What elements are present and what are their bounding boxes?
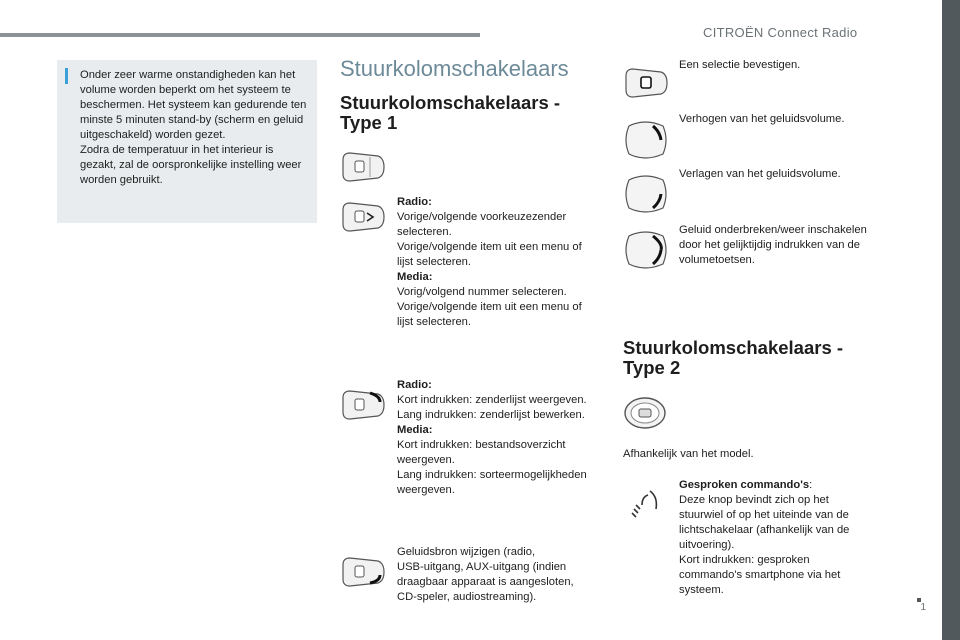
info-icon (65, 68, 68, 84)
voice-command-icon (628, 487, 662, 523)
volume-up-icon (623, 118, 669, 162)
top-rule (0, 33, 480, 37)
stalk-list-icon (340, 388, 386, 422)
volume-down-icon (623, 172, 669, 216)
confirm-text: Een selectie bevestigen. (679, 59, 801, 71)
type2-heading: Stuurkolomschakelaars - Type 2 (623, 337, 844, 378)
stalk-confirm-icon (623, 66, 669, 100)
volume-down-text: Verlagen van het geluidsvolume. (679, 168, 841, 180)
type1-item1-text: Radio: Vorige/volgende voorkeuzezender selecteren. Vorige/volgende item uit een menu of lijst selecteren. Media: Vorig/volgend nummer selecteren. Vorige/volgende item uit een menu of lijst selecteren. (397, 196, 582, 328)
stalk-next-previous-icon (340, 200, 386, 234)
mute-icon (623, 228, 669, 272)
page-number: 1 (920, 602, 926, 613)
type1-heading: Stuurkolomschakelaars - Type 1 (340, 92, 561, 133)
note-text: Onder zeer warme onstandigheden kan het volume worden beperkt om het systeem te beschermen. Het systeem kan gedurende ten minste 5 minuten stand-by (scherm en geluid uitgeschakeld) worden gezet. Zodra de temperatuur in het interieur is gezakt, zal de oorspronkelijke instelling weer worden gebruikt. (80, 69, 307, 186)
voice-command-text: Gesproken commando's: Deze knop bevindt zich op het stuurwiel of op het uiteinde van de lichtschakelaar (afhankelijk van de uitvoering). Kort indrukken: gesproken commando's smartphone via het systeem. (679, 479, 850, 596)
side-bar (942, 0, 960, 640)
volume-up-text: Verhogen van het geluidsvolume. (679, 113, 845, 125)
mute-text: Geluid onderbreken/weer inschakelen door het gelijktijdig indrukken van de volumetoetsen. (679, 224, 867, 266)
brand-title: CITROËN Connect Radio (703, 25, 858, 40)
type1-item3-text: Geluidsbron wijzigen (radio, USB-uitgang, AUX-uitgang (indien draagbaar apparaat is aangesloten, CD-speler, audiostreaming). (397, 546, 574, 603)
stalk-source-icon (340, 555, 386, 589)
steering-wheel-icon (623, 396, 667, 430)
model-note: Afhankelijk van het model. (623, 448, 754, 460)
page-title: Stuurkolomschakelaars (340, 56, 569, 81)
stalk-switch-icon (340, 150, 386, 184)
type1-item2-text: Radio: Kort indrukken: zenderlijst weergeven. Lang indrukken: zenderlijst bewerken. Media: Kort indrukken: bestandsoverzicht weergeven. Lang indrukken: sorteermogelijkheden weergeven. (397, 379, 587, 496)
info-note (57, 60, 317, 223)
